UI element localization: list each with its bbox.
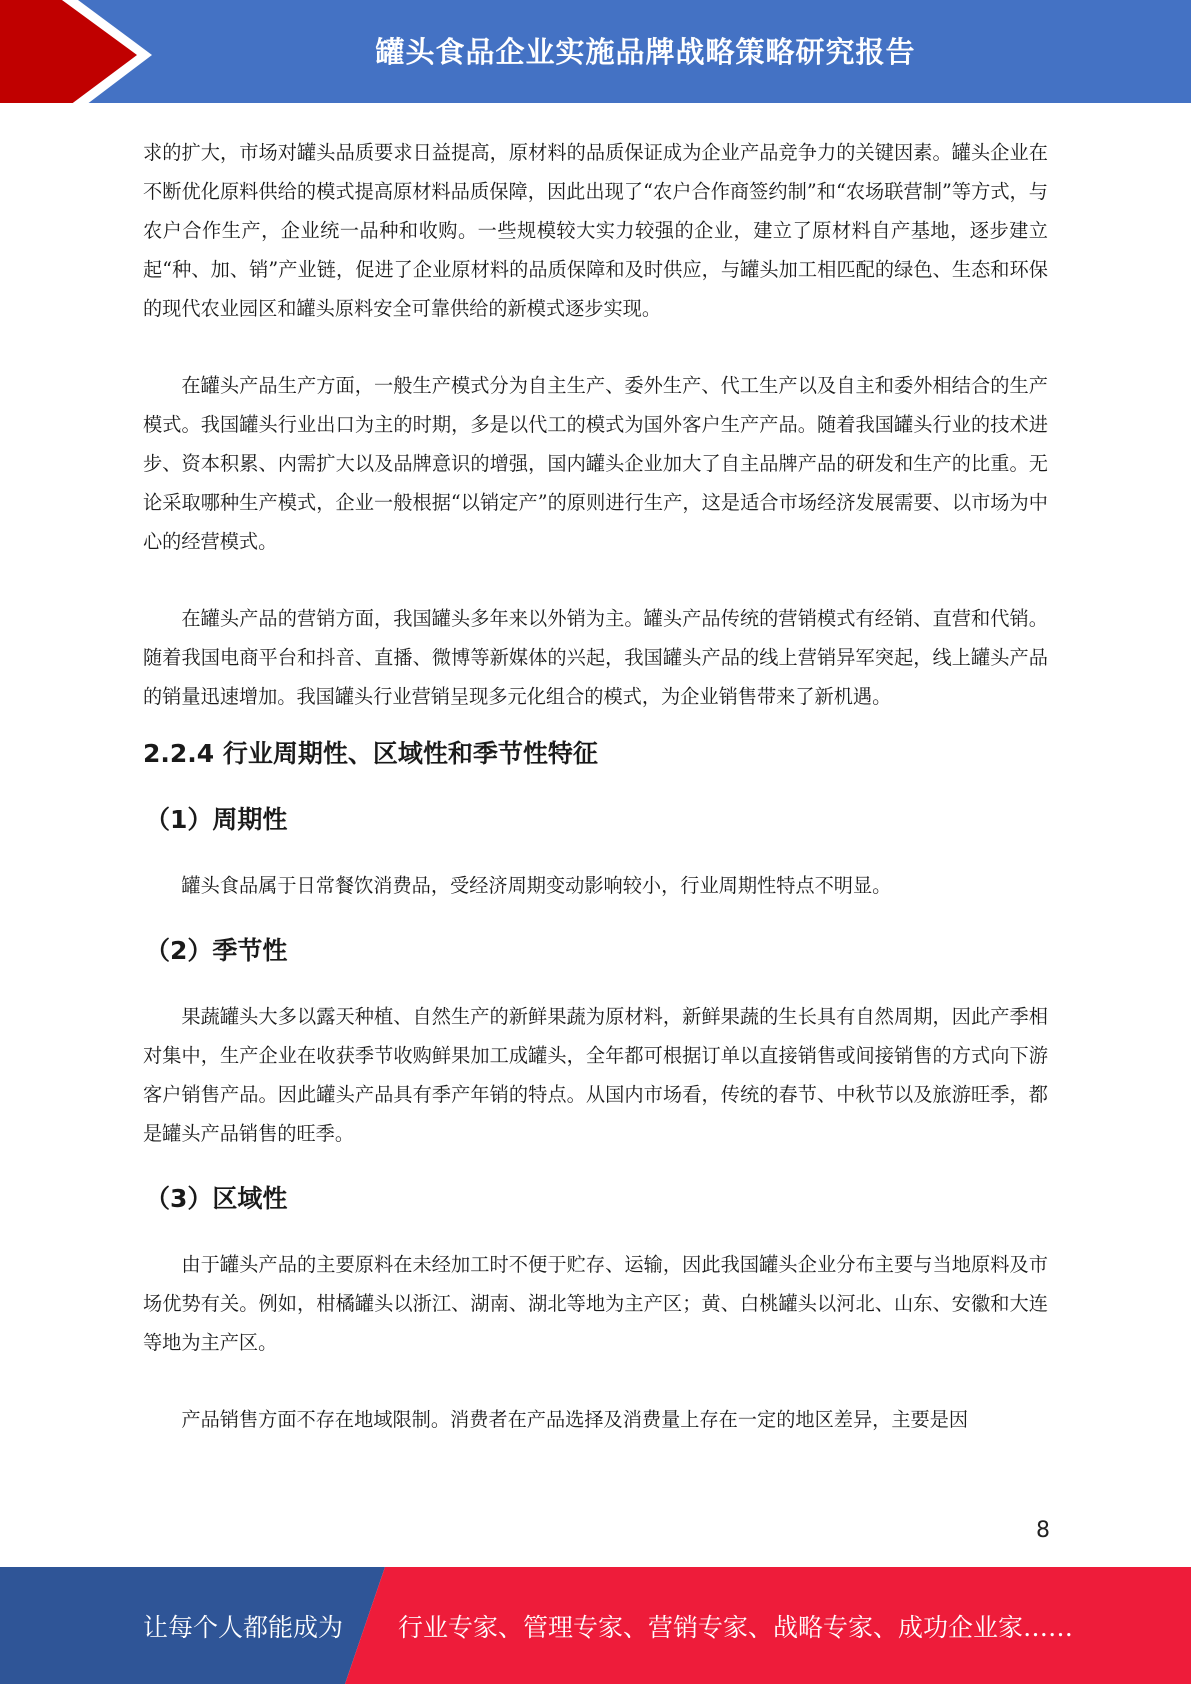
subheading-cyclical: （1）周期性 <box>145 805 288 834</box>
footer-slogan-right: 行业专家、管理专家、营销专家、战略专家、成功企业家…… <box>398 1612 1074 1642</box>
page-footer <box>0 1567 1191 1684</box>
page-header <box>0 0 1191 111</box>
paragraph-raw-materials: 求的扩大，市场对罐头品质要求日益提高，原材料的品质保证成为企业产品竞争力的关键因素。罐头企业在不断优化原料供给的模式提高原材料品质保障，因此出现了“农户合作商签约制”和“农场联营制”等方式，与农户合作生产，企业统一品种和收购。一些规模较大实力较强的企业，建立了原材料自产基地，逐步建立起“种、加、销”产业链，促进了企业原材料的品质保障和及时供应，与罐头加工相匹配的绿色、生态和环保的现代农业园区和罐头原料安全可靠供给的新模式逐步实现。 <box>143 141 1048 320</box>
paragraph-regional-1: 由于罐头产品的主要原料在未经加工时不便于贮存、运输，因此我国罐头企业分布主要与当地原料及市场优势有关。例如，柑橘罐头以浙江、湖南、湖北等地为主产区；黄、白桃罐头以河北、山东、安徽和大连等地为主产区。 <box>143 1253 1048 1354</box>
paragraph-regional-2: 产品销售方面不存在地域限制。消费者在产品选择及消费量上存在一定的地区差异，主要是因 <box>181 1408 969 1431</box>
subheading-seasonal: （2）季节性 <box>145 936 288 965</box>
paragraph-marketing: 在罐头产品的营销方面，我国罐头多年来以外销为主。罐头产品传统的营销模式有经销、直营和代销。随着我国电商平台和抖音、直播、微博等新媒体的兴起，我国罐头产品的线上营销异军突起，线上罐头产品的销量迅速增加。我国罐头行业营销呈现多元化组合的模式，为企业销售带来了新机遇。 <box>143 607 1048 708</box>
paragraph-seasonal: 果蔬罐头大多以露天种植、自然生产的新鲜果蔬为原材料，新鲜果蔬的生长具有自然周期，因此产季相对集中，生产企业在收获季节收购鲜果加工成罐头，全年都可根据订单以直接销售或间接销售的方式向下游客户销售产品。因此罐头产品具有季产年销的特点。从国内市场看，传统的春节、中秋节以及旅游旺季，都是罐头产品销售的旺季。 <box>143 1005 1048 1145</box>
section-heading: 2.2.4 行业周期性、区域性和季节性特征 <box>143 739 598 768</box>
subheading-regional: （3）区域性 <box>145 1184 288 1213</box>
page-number: 8 <box>1036 1518 1050 1543</box>
paragraph-cyclical: 罐头食品属于日常餐饮消费品，受经济周期变动影响较小，行业周期性特点不明显。 <box>181 874 892 897</box>
footer-slogan-left: 让每个人都能成为 <box>143 1612 344 1642</box>
document-body <box>143 133 1048 1439</box>
paragraph-production: 在罐头产品生产方面，一般生产模式分为自主生产、委外生产、代工生产以及自主和委外相结合的生产模式。我国罐头行业出口为主的时期，多是以代工的模式为国外客户生产产品。随着我国罐头行业的技术进步、资本积累、内需扩大以及品牌意识的增强，国内罐头企业加大了自主品牌产品的研发和生产的比重。无论采取哪种生产模式，企业一般根据“以销定产”的原则进行生产，这是适合市场经济发展需要、以市场为中心的经营模式。 <box>143 374 1048 553</box>
header-title: 罐头食品企业实施品牌战略策略研究报告 <box>375 34 916 69</box>
header-divider <box>0 103 1191 111</box>
